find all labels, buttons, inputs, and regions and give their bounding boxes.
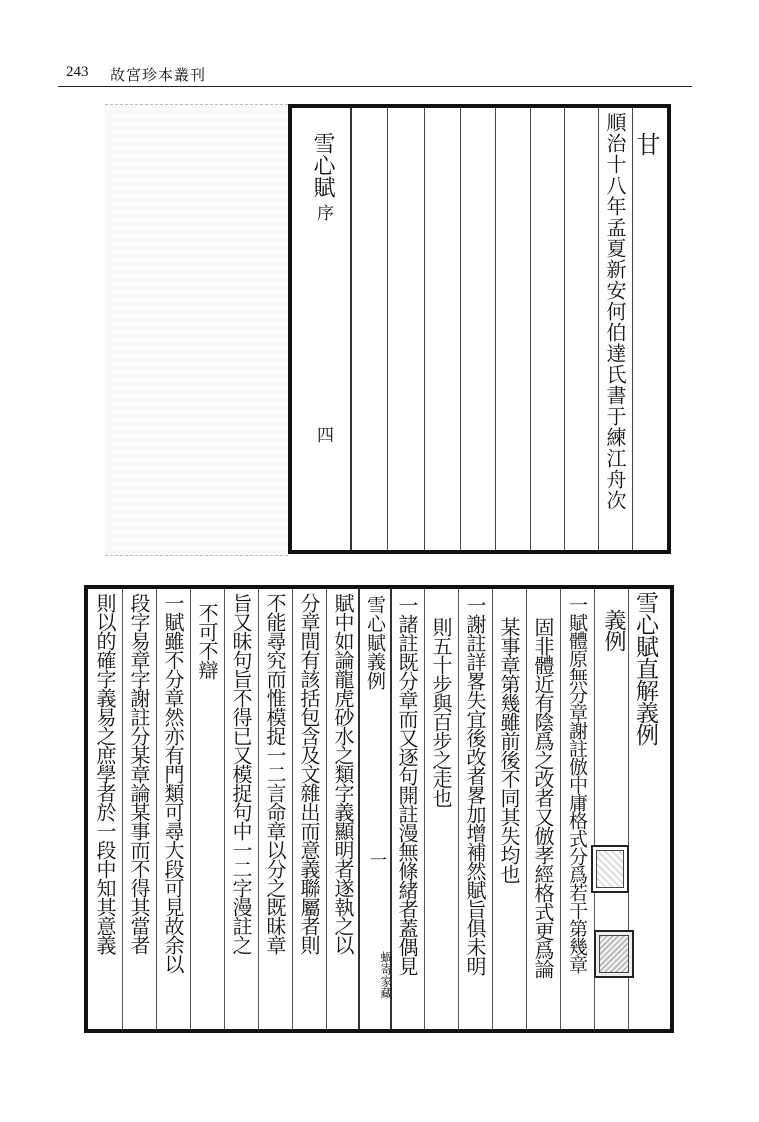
book-title: 雪心賦直解義例 (632, 591, 658, 745)
colophon-line: 順治十八年孟夏新安何伯達氏書于練江舟次 (603, 112, 627, 511)
bottom-folio (84, 585, 674, 1033)
series-title: 故宮珍本叢刊 (110, 66, 207, 84)
text-column: 一賦雖不分章然亦有門類可尋大段可見故余以 (161, 593, 185, 973)
column-rule (387, 108, 388, 550)
text-column: 段字易章字謝註分某章論某事而不得其當者 (127, 593, 151, 954)
column-rule (530, 108, 531, 550)
top-folio (288, 104, 671, 554)
running-header (58, 64, 692, 87)
text-column: 一諸註既分章而又逐句開註漫無條緒者蓋偶見 (395, 595, 419, 975)
text-column: 一賦體原無分章謝註倣中庸格式分爲若干第幾章 (566, 595, 588, 973)
text-column: 則以的確字義易之庶學者於一段中知其意義 (93, 593, 117, 954)
text-column: 不可不辯 (195, 603, 219, 679)
text-column: 旨又昧句旨不得已又模捉句中一二字漫註之 (229, 593, 253, 954)
seal-stamp-upper (591, 845, 629, 893)
colophon-mark: 甘 (632, 132, 660, 155)
column-rule (564, 108, 565, 550)
text-column: 不能尋究而惟模捉一二言命章以分之既昧章 (263, 593, 287, 954)
text-column: 一謝註詳畧失宜後改者畧加增補然賦旨俱未明 (463, 595, 487, 975)
margin-section: 序 (313, 204, 333, 221)
column-rule (424, 108, 425, 550)
blank-leaf (105, 104, 288, 556)
margin-title: 雪心賦義例 (364, 595, 386, 690)
margin-title: 雪心賦 (310, 132, 335, 198)
margin-folio: 四 (313, 426, 333, 443)
text-column: 某事章第幾雖前後不同其失均也 (497, 617, 521, 883)
margin-house: 蝸寄家藏 (379, 951, 393, 999)
margin-folio: 一 (366, 851, 386, 868)
page-number: 243 (66, 64, 89, 80)
column-rule (495, 108, 496, 550)
text-column: 固非體近有陰爲之改者又倣孝經格式更爲論 (531, 617, 555, 978)
column-rule (460, 108, 461, 550)
text-column: 則五十步與百步之走也 (429, 617, 453, 807)
seal-stamp-lower (594, 930, 634, 978)
section-heading: 義例 (601, 609, 626, 651)
text-column: 賦中如論龍虎砂水之類字義顯明者遂執之以 (331, 593, 355, 954)
text-column: 分章間有該括包含及文雜出而意義聯屬者則 (297, 593, 321, 954)
